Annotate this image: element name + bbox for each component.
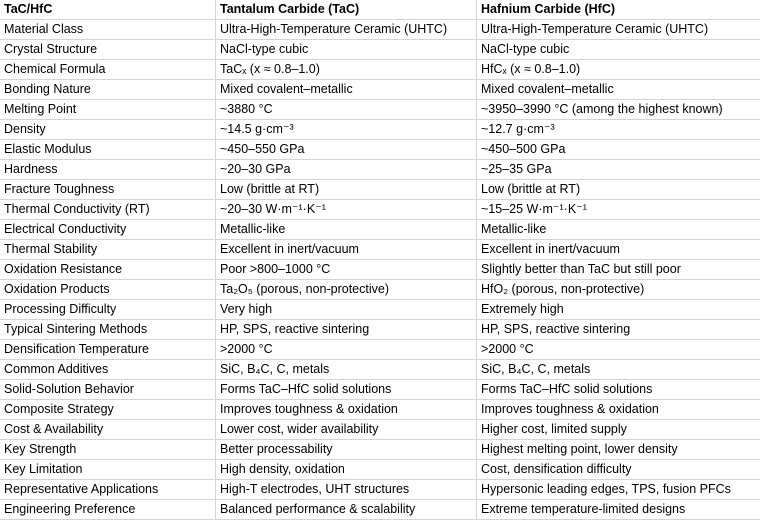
hfc-cell[interactable]: HfCₓ (x ≈ 0.8–1.0) [477, 60, 760, 80]
header-cell-hfc[interactable]: Hafnium Carbide (HfC) [477, 0, 760, 20]
hfc-cell[interactable]: >2000 °C [477, 340, 760, 360]
hfc-cell[interactable]: Extreme temperature-limited designs [477, 500, 760, 520]
table-row [0, 240, 760, 260]
table-row [0, 140, 760, 160]
tac-cell[interactable]: Very high [216, 300, 477, 320]
property-cell[interactable]: Densification Temperature [0, 340, 216, 360]
property-cell[interactable]: Typical Sintering Methods [0, 320, 216, 340]
header-row [0, 0, 760, 20]
property-cell[interactable]: Bonding Nature [0, 80, 216, 100]
table-row [0, 280, 760, 300]
tac-cell[interactable]: Ultra-High-Temperature Ceramic (UHTC) [216, 20, 477, 40]
hfc-cell[interactable]: Ultra-High-Temperature Ceramic (UHTC) [477, 20, 760, 40]
tac-cell[interactable]: ~450–550 GPa [216, 140, 477, 160]
property-cell[interactable]: Fracture Toughness [0, 180, 216, 200]
property-cell[interactable]: Melting Point [0, 100, 216, 120]
header-cell-property[interactable]: TaC/HfC [0, 0, 216, 20]
property-cell[interactable]: Oxidation Resistance [0, 260, 216, 280]
property-cell[interactable]: Processing Difficulty [0, 300, 216, 320]
table-row [0, 420, 760, 440]
property-cell[interactable]: Chemical Formula [0, 60, 216, 80]
tac-cell[interactable]: ~14.5 g·cm⁻³ [216, 120, 477, 140]
property-cell[interactable]: Hardness [0, 160, 216, 180]
tac-cell[interactable]: Forms TaC–HfC solid solutions [216, 380, 477, 400]
table-row [0, 300, 760, 320]
tac-cell[interactable]: Lower cost, wider availability [216, 420, 477, 440]
table-row [0, 40, 760, 60]
hfc-cell[interactable]: HP, SPS, reactive sintering [477, 320, 760, 340]
hfc-cell[interactable]: Excellent in inert/vacuum [477, 240, 760, 260]
tac-cell[interactable]: Metallic-like [216, 220, 477, 240]
property-cell[interactable]: Engineering Preference [0, 500, 216, 520]
table-row [0, 320, 760, 340]
tac-cell[interactable]: Poor >800–1000 °C [216, 260, 477, 280]
tac-cell[interactable]: Low (brittle at RT) [216, 180, 477, 200]
property-cell[interactable]: Oxidation Products [0, 280, 216, 300]
tac-cell[interactable]: Balanced performance & scalability [216, 500, 477, 520]
property-cell[interactable]: Crystal Structure [0, 40, 216, 60]
hfc-cell[interactable]: HfO₂ (porous, non-protective) [477, 280, 760, 300]
table-row [0, 480, 760, 500]
table-row [0, 440, 760, 460]
tac-cell[interactable]: Better processability [216, 440, 477, 460]
table-row [0, 60, 760, 80]
hfc-cell[interactable]: NaCl-type cubic [477, 40, 760, 60]
tac-cell[interactable]: TaCₓ (x ≈ 0.8–1.0) [216, 60, 477, 80]
property-cell[interactable]: Elastic Modulus [0, 140, 216, 160]
hfc-cell[interactable]: ~15–25 W·m⁻¹·K⁻¹ [477, 200, 760, 220]
header-cell-tac[interactable]: Tantalum Carbide (TaC) [216, 0, 477, 20]
tac-cell[interactable]: Mixed covalent–metallic [216, 80, 477, 100]
tac-cell[interactable]: Excellent in inert/vacuum [216, 240, 477, 260]
hfc-cell[interactable]: ~450–500 GPa [477, 140, 760, 160]
property-cell[interactable]: Composite Strategy [0, 400, 216, 420]
hfc-cell[interactable]: Hypersonic leading edges, TPS, fusion PFCs [477, 480, 760, 500]
tac-cell[interactable]: ~3880 °C [216, 100, 477, 120]
property-cell[interactable]: Representative Applications [0, 480, 216, 500]
hfc-cell[interactable]: Extremely high [477, 300, 760, 320]
tac-cell[interactable]: Improves toughness & oxidation [216, 400, 477, 420]
table-row [0, 160, 760, 180]
property-cell[interactable]: Electrical Conductivity [0, 220, 216, 240]
table-row [0, 220, 760, 240]
hfc-cell[interactable]: ~25–35 GPa [477, 160, 760, 180]
hfc-cell[interactable]: Cost, densification difficulty [477, 460, 760, 480]
tac-cell[interactable]: NaCl-type cubic [216, 40, 477, 60]
tac-cell[interactable]: >2000 °C [216, 340, 477, 360]
hfc-cell[interactable]: Improves toughness & oxidation [477, 400, 760, 420]
table-row [0, 120, 760, 140]
hfc-cell[interactable]: Mixed covalent–metallic [477, 80, 760, 100]
table-row [0, 460, 760, 480]
property-cell[interactable]: Cost & Availability [0, 420, 216, 440]
property-cell[interactable]: Material Class [0, 20, 216, 40]
table-row [0, 500, 760, 520]
property-cell[interactable]: Key Strength [0, 440, 216, 460]
tac-cell[interactable]: High-T electrodes, UHT structures [216, 480, 477, 500]
tac-cell[interactable]: SiC, B₄C, C, metals [216, 360, 477, 380]
property-cell[interactable]: Key Limitation [0, 460, 216, 480]
property-cell[interactable]: Density [0, 120, 216, 140]
tac-cell[interactable]: High density, oxidation [216, 460, 477, 480]
table-row [0, 100, 760, 120]
table-row [0, 400, 760, 420]
tac-cell[interactable]: Ta₂O₅ (porous, non-protective) [216, 280, 477, 300]
property-cell[interactable]: Solid-Solution Behavior [0, 380, 216, 400]
property-cell[interactable]: Common Additives [0, 360, 216, 380]
table-row [0, 380, 760, 400]
tac-cell[interactable]: ~20–30 GPa [216, 160, 477, 180]
property-cell[interactable]: Thermal Conductivity (RT) [0, 200, 216, 220]
table-row [0, 20, 760, 40]
hfc-cell[interactable]: ~3950–3990 °C (among the highest known) [477, 100, 760, 120]
property-cell[interactable]: Thermal Stability [0, 240, 216, 260]
hfc-cell[interactable]: Metallic-like [477, 220, 760, 240]
hfc-cell[interactable]: ~12.7 g·cm⁻³ [477, 120, 760, 140]
hfc-cell[interactable]: Forms TaC–HfC solid solutions [477, 380, 760, 400]
hfc-cell[interactable]: SiC, B₄C, C, metals [477, 360, 760, 380]
table-row [0, 200, 760, 220]
table-row [0, 360, 760, 380]
table-row [0, 260, 760, 280]
table-row [0, 340, 760, 360]
hfc-cell[interactable]: Slightly better than TaC but still poor [477, 260, 760, 280]
tac-cell[interactable]: HP, SPS, reactive sintering [216, 320, 477, 340]
table-row [0, 180, 760, 200]
hfc-cell[interactable]: Low (brittle at RT) [477, 180, 760, 200]
hfc-cell[interactable]: Higher cost, limited supply [477, 420, 760, 440]
tac-cell[interactable]: ~20–30 W·m⁻¹·K⁻¹ [216, 200, 477, 220]
hfc-cell[interactable]: Highest melting point, lower density [477, 440, 760, 460]
table-row [0, 80, 760, 100]
